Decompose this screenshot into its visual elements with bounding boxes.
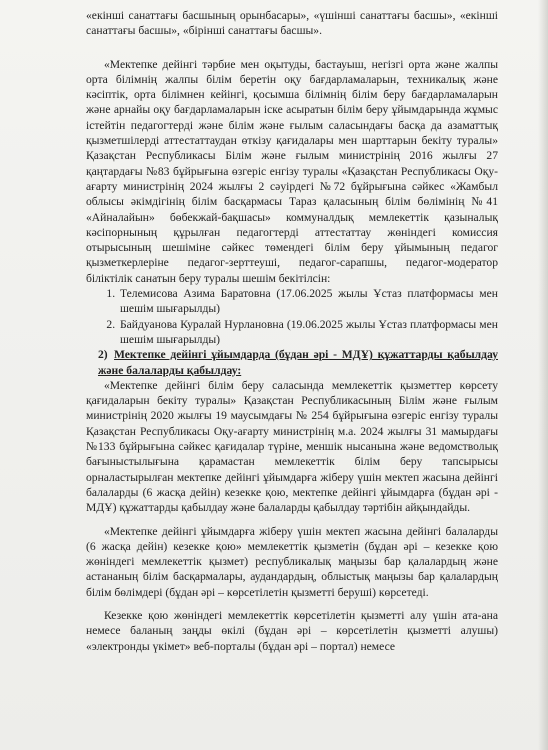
section-number: 2)	[98, 348, 108, 362]
teacher-list	[86, 286, 498, 347]
list-item: 2. Байдуанова Куралай Нурлановна (19.06.2025 жылы Ұстаз платформасы мен шешім шығарылды)	[118, 317, 498, 348]
order-paragraph: «Мектепке дейінгі тәрбие мен оқытуды, бастауыш, негізгі орта және жалпы орта білімнің жалпы білім беретін оқу бағдарламаларын, техникалық және кәсіптік, орта білімнен кейінгі, қосымша білімнің білім беру бағдарламаларын және арнайы оқу бағдарламаларын іске асыратын білім беру ұйымдарында жұмыс істейтін педагогтерді және білім және ғылым саласындағы басқа да азаматтық қызметшілерді аттестаттаудан өткізу қағидалары мен шарттарын бекіту туралы» Қазақстан Республикасы Білім және ғылым министрінің 2016 жылғы 27 қаңтардағы №83 бұйрығына өзгеріс енгізу туралы «Қазақстан Республикасы Оқу-ағарту министрінің 2024 жылғы 2 сәуірдегі №72 бұйрығына сәйкес «Жамбыл облысы әкімдігінің білім басқармасы Тараз қаласының білім бөлімінің №41 «Айналайын» бөбекжай-бақшасы» коммуналдық мемлекеттік қазыналық кәсіпорнының құрылған педагогтерді аттестаттау жөніндегі комиссия отырысының шешіміне сәйкес төмендегі білім беру ұйымының педагог қызметкерлеріне педагог-зерттеуші, педагог-сарапшы, педагог-модератор біліктілік санатын беру туралы шешім бекітілсін:	[86, 57, 498, 285]
portal-paragraph: Кезекке қою жөніндегі мемлекеттік көрсетілетін қызметті алу үшін ата-ана немесе баланың заңды өкілі (бұдан әрі – көрсетілетін қызметті алушы) «электронды үкімет» веб-порталы (бұдан әрі – портал) немесе	[86, 608, 498, 653]
page-edge-shadow	[538, 0, 548, 750]
document-body	[86, 8, 498, 654]
service-paragraph: «Мектепке дейінгі ұйымдарға жіберу үшін мектеп жасына дейінгі балаларды (6 жасқа дейін) кезекке қою» мемлекеттік қызметін (бұдан әрі – кезекке қою жөніндегі мемлекеттік қызмет) республикалық маңызы бар қалалардың және астананың білім басқармалары, аудандардың, облыстық маңызы бар қалалардың білім бөлімдері (бұдан әрі – көрсетілетін қызметті беруші) көрсетеді.	[86, 524, 498, 599]
section-heading-text: Мектепке дейінгі ұйымдарда (бұдан әрі - МДҰ) құжаттарды қабылдау және балаларды қабылдау:	[98, 348, 498, 377]
section-heading	[98, 347, 498, 378]
rules-paragraph: «Мектепке дейінгі білім беру саласында мемлекеттік қызметтер көрсету қағидаларын бекіту туралы» Қазақстан Республикасының Білім және ғылым министрінің 2020 жылғы 19 маусымдағы № 254 бұйрығына өзгеріс енгізу туралы Қазақстан Республикасы Оқу-ағарту министрінің м.а. 2024 жылғы 31 мамырдағы №133 бұйрығына сәйкес қағидалар түріне, меншік нысанына және ведомстволық бағыныстылығына қарамастан мемлекеттік білім беру тапсырысы орналастырылған мектепке дейінгі ұйымдарға жіберу үшін мектеп жасына дейінгі балаларды (6 жасқа дейін) кезекке қою, мектепке дейінгі ұйымдарға (бұдан әрі - МДҰ) құжаттарды қабылдау және балаларды қабылдау тәртібін айқындайды.	[86, 378, 498, 515]
intro-paragraph: «екінші санаттағы басшының орынбасары», «үшінші санаттағы басшы», «екінші санаттағы басшы», «бірінші санаттағы басшы».	[86, 9, 498, 38]
list-item: 1. Телемисова Азима Баратовна (17.06.2025 жылы Ұстаз платформасы мен шешім шығарылды)	[118, 286, 498, 317]
